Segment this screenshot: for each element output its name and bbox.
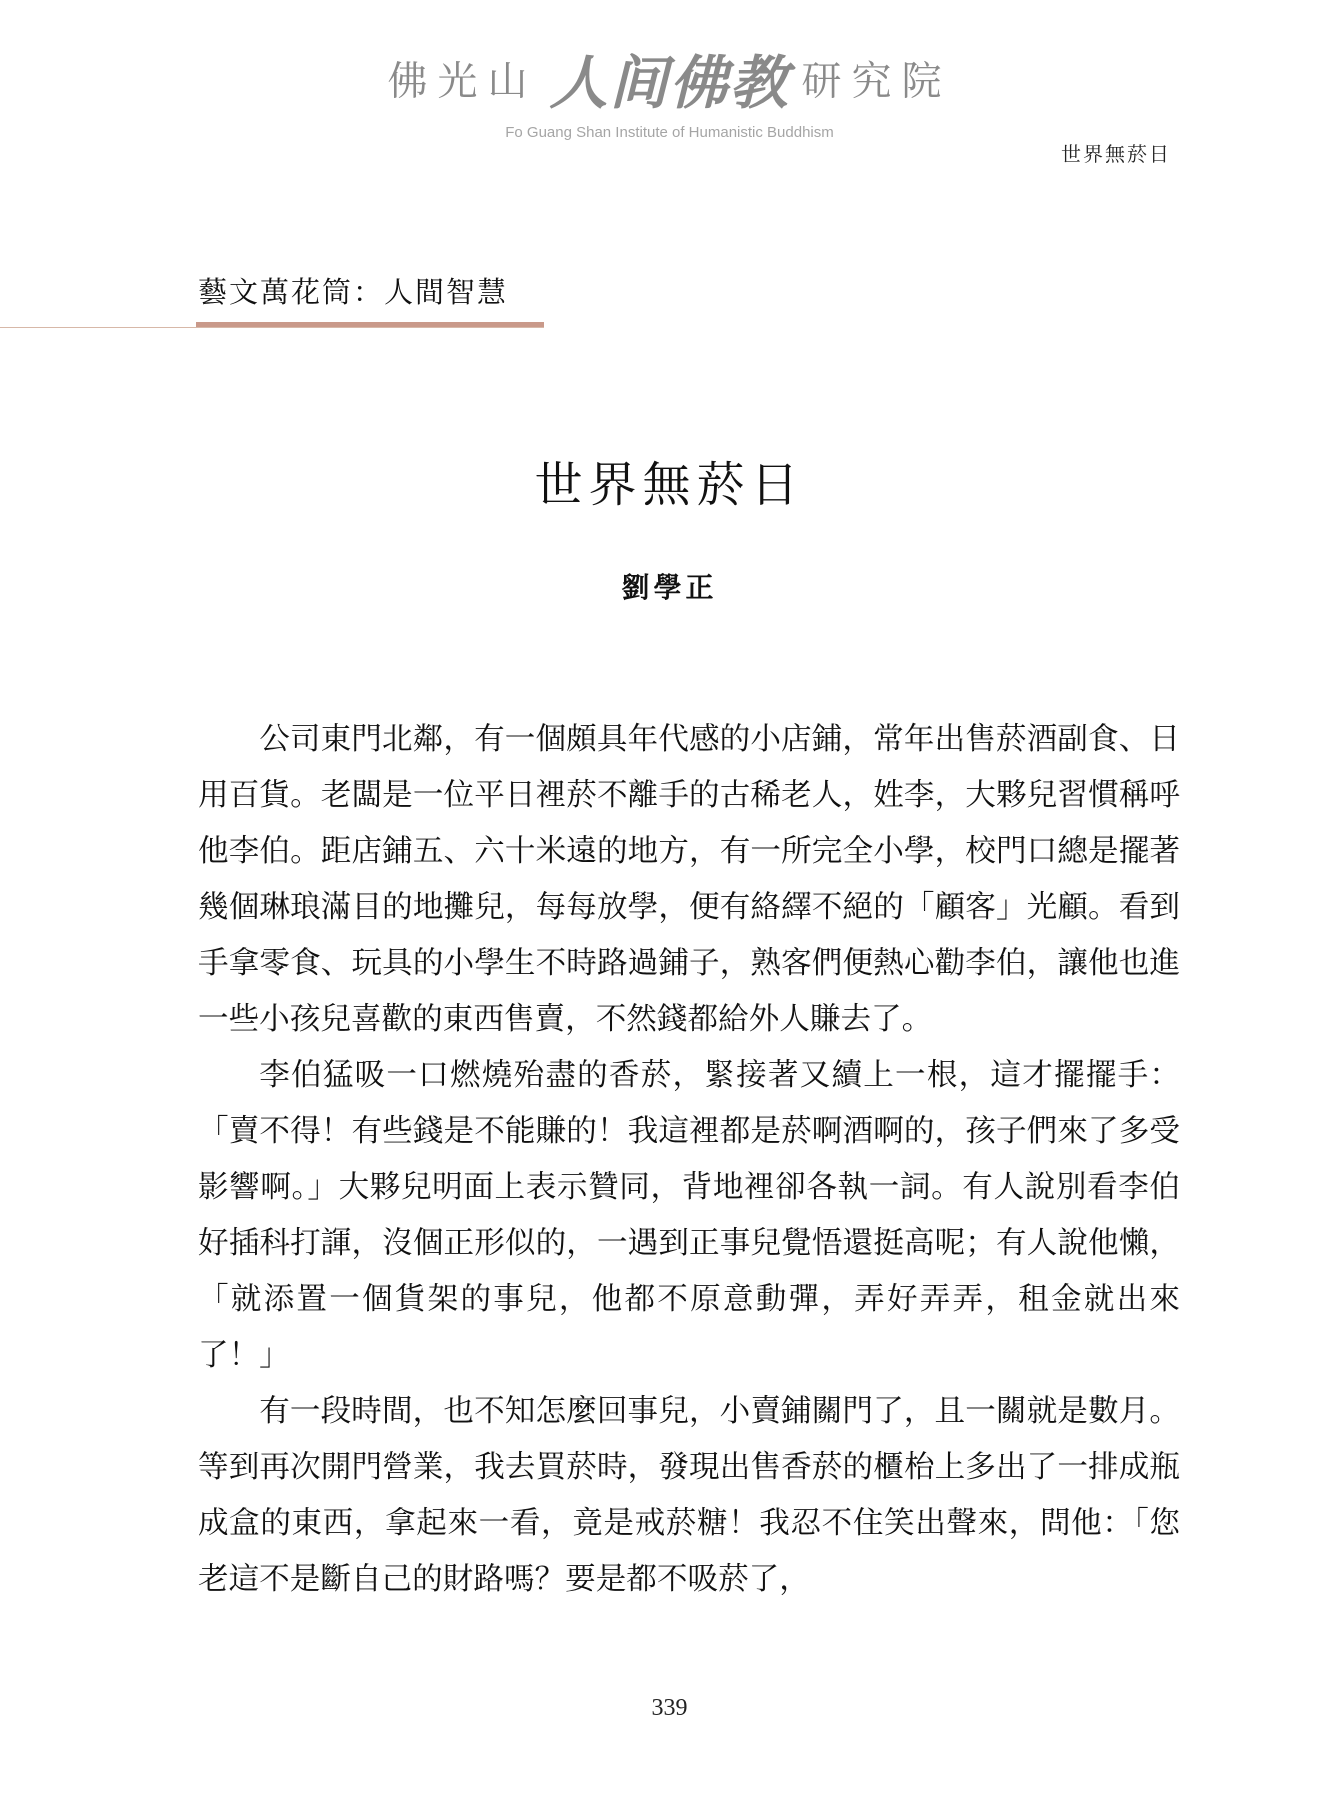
article-title: 世界無菸日 bbox=[534, 457, 805, 513]
paragraph-3: 有一段時間，也不知怎麼回事兒，小賣鋪關門了，且一關就是數月。等到再次開門營業，我去買菸時，發現出售香菸的櫃枱上多出了一排成瓶成盒的東西，拿起來一看，竟是戒菸糖！我忍不住笑出聲來，問他：「您老這不是斷自己的財路嗎？要是都不吸菸了， bbox=[198, 1394, 1180, 1597]
running-header-title: 世界無菸日 bbox=[1061, 142, 1171, 166]
section-label: 藝文萬花筒：人間智慧 bbox=[198, 275, 509, 309]
paragraph-2: 李伯猛吸一口燃燒殆盡的香菸，緊接著又續上一根，這才擺擺手：「賣不得！有些錢是不能賺的！我這裡都是菸啊酒啊的，孩子們來了多受影響啊。」大夥兒明面上表示贊同，背地裡卻各執一詞。有人說別看李伯好插科打諢，沒個正形似的，一遇到正事兒覺悟還挺高呢；有人說他懶，「就添置一個貨架的事兒，他都不原意動彈，弄好弄弄，租金就出來了！」 bbox=[198, 1058, 1180, 1373]
logo-part-fgs: 佛光山 bbox=[387, 58, 538, 105]
logo-part-institute: 研究院 bbox=[801, 58, 952, 105]
logo-english: Fo Guang Shan Institute of Humanistic Buddhism bbox=[505, 124, 834, 141]
article-author: 劉學正 bbox=[621, 571, 718, 604]
logo-part-humanistic-buddhism: 人间佛教 bbox=[549, 49, 790, 117]
article-body bbox=[198, 712, 1180, 1608]
logo-chinese bbox=[0, 36, 1339, 120]
paragraph-1: 公司東門北鄰，有一個頗具年代感的小店鋪，常年出售菸酒副食、日用百貨。老闆是一位平日裡菸不離手的古稀老人，姓李，大夥兒習慣稱呼他李伯。距店鋪五、六十米遠的地方，有一所完全小學，校門口總是擺著幾個琳琅滿目的地攤兒，每每放學，便有絡繹不絕的「顧客」光顧。看到手拿零食、玩具的小學生不時路過鋪子，熟客們便熱心勸李伯，讓他也進一些小孩兒喜歡的東西售賣，不然錢都給外人賺去了。 bbox=[198, 722, 1180, 1037]
section-rule-accent bbox=[196, 322, 544, 327]
section-rule-thin bbox=[0, 327, 544, 328]
institute-logo bbox=[0, 36, 1339, 141]
page-number: 339 bbox=[651, 1695, 688, 1721]
